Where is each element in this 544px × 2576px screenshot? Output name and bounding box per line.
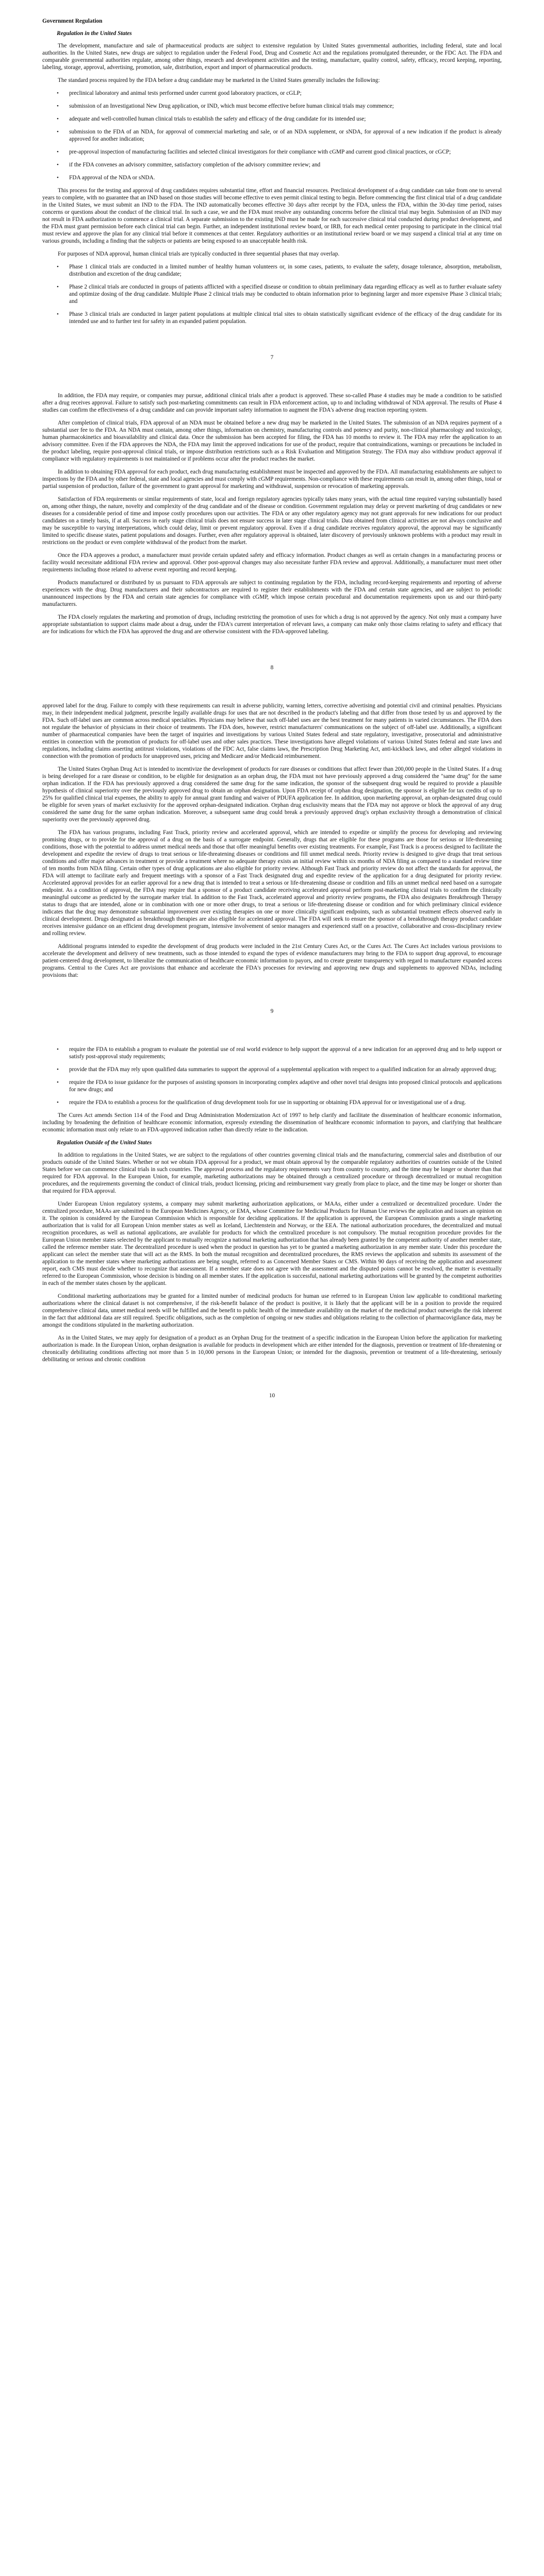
list-item	[57, 103, 502, 110]
paragraph: This process for the testing and approval of drug candidates requires substantial time, effort and financial resources. Preclinical development of a drug candidate can take from one to several years to complete, with no guarantee that an IND based on those studies will become effective to even permit clinical testing to begin. Before commencing the first clinical trial of a drug candidate in the United States, we must submit an IND to the FDA. The IND automatically becomes effective 30 days after receipt by the FDA, unless the FDA, within the 30-day time period, raises concerns or questions about the conduct of the clinical trial. In such a case, we and the FDA must resolve any outstanding concerns before the clinical trial may begin. Submission of an IND may not result in FDA authorization to commence a clinical trial. A separate submission to the existing IND must be made for each successive clinical trial conducted during product development, and the FDA must grant permission before each clinical trial can begin. Further, an independent institutional review board, or IRB, for each medical center proposing to participate in the clinical trial must review and approve the plan for any clinical trial before it commences at that center. Regulatory authorities or an institutional review board or we may suspend a clinical trial at any time on various grounds, including a finding that the subjects or patients are being exposed to an unacceptable health risk.	[42, 188, 502, 244]
list-item-text: if the FDA convenes an advisory committee, satisfactory completion of the advisory committee review; and	[69, 162, 321, 168]
bullet-icon: •	[57, 162, 59, 168]
list-item-text: FDA approval of the NDA or sNDA.	[69, 175, 155, 181]
bullet-icon: •	[57, 1099, 59, 1106]
bullet-icon: •	[57, 1046, 59, 1053]
paragraph: Satisfaction of FDA requirements or similar requirements of state, local and foreign regulatory agencies typically takes many years, with the actual time required varying substantially based on, among other things, the nature, novelty and complexity of the drug candidate and of the disease or condition. Government regulation may delay or prevent marketing of drug candidates or new diseases for a considerable period of time and impose costly procedures upon our activities. The FDA or any other regulatory agency may not grant approvals for new indications for our product candidates on a timely basis, if at all. Success in early stage clinical trials does not ensure success in later stage clinical trials. Data obtained from clinical activities are not always conclusive and may be susceptible to varying interpretations, which could delay, limit or prevent regulatory approval. Even if a drug candidate receives regulatory approval, the approval may be significantly limited to specific disease states, patient populations and dosages. Further, even after regulatory approval is obtained, later discovery of previously unknown problems with a product may result in restrictions on the product or even complete withdrawal of the product from the market.	[42, 496, 502, 546]
subsection-heading-outside-us: Regulation Outside of the United States	[57, 1140, 152, 1146]
paragraph: The Cures Act amends Section 114 of the Food and Drug Administration Modernization Act of 1997 to help clarify and facilitate the dissemination of healthcare economic information, including by broadening the definition of healthcare economic information, expressly extending the dissemination of healthcare economic information to payors, and clarifying that healthcare economic information must only relate to an FDA-approved indication rather than directly relate to the indication.	[42, 1112, 502, 1133]
list-item	[57, 161, 502, 168]
list-item-text: require the FDA to establish a program to evaluate the potential use of real world evidence to help support the approval of a new indication for an approved drug and to help support or satisfy post-approval study requirements;	[69, 1046, 502, 1060]
list-item-text: require the FDA to issue guidance for the purposes of assisting sponsors in incorporating complex adaptive and other novel trial designs into proposed clinical protocols and applications for new drugs; and	[69, 1079, 502, 1093]
paragraph: The development, manufacture and sale of pharmaceutical products are subject to extensive regulation by United States governmental authorities, including federal, state and local authorities. In the United States, new drugs are subject to regulation under the Federal Food, Drug and Cosmetic Act and the regulations promulgated thereunder, or the FDC Act. The FDA and comparable governmental authorities regulate, among other things, research and development activities and the testing, manufacture, quality control, safety, efficacy, record keeping, reporting, labeling, storage, approval, advertising, promotion, sale, distribution, export and import of pharmaceutical products.	[42, 43, 502, 71]
page-number: 8	[270, 665, 274, 671]
list-item	[57, 1099, 502, 1106]
list-item	[57, 174, 502, 181]
bullet-list-clinical-phases	[42, 263, 502, 325]
subsection-heading-us: Regulation in the United States	[57, 30, 132, 37]
list-item	[57, 1046, 502, 1060]
list-item-text: pre-approval inspection of manufacturing facilities and selected clinical investigators for their compliance with cGMP and current good clinical practices, or cGCP;	[69, 149, 451, 155]
list-item	[57, 1066, 502, 1073]
paragraph: The United States Orphan Drug Act is intended to incentivize the development of products for rare diseases or conditions that affect fewer than 200,000 people in the United States. If a drug is being developed for a rare disease or condition, to be eligible for designation as an orphan drug, the FDA must not have previously approved a drug considered the "same drug" for the same orphan indication. If the FDA has previously approved a drug considered the same drug for the same indication, the sponsor of the subsequent drug would be required to provide a plausible hypothesis of clinical superiority over the previously approved drug to obtain an orphan designation. Upon FDA receipt of orphan drug designation, the sponsor is eligible for tax credits of up to 25% for qualified clinical trial expenses, the ability to apply for annual grant funding and waiver of PDUFA application fee. In addition, upon marketing approval, an orphan-designated drug could be eligible for seven years of market exclusivity for the approved orphan-designated indication. Orphan drug exclusivity means that the FDA may not approve or block the approval of any drug considered the same drug for the same orphan indication. Moreover, a subsequent same drug could break a previously approved drug's orphan exclusivity through a demonstration of clinical superiority over the previously approved drug.	[42, 766, 502, 823]
paragraph: Under European Union regulatory systems, a company may submit marketing authorization applications, or MAAs, either under a centralized or decentralized procedure. Under the centralized procedure, MAAs are submitted to the European Medicines Agency, or EMA, whose Committee for Medicinal Products for Human Use reviews the application and issues an opinion on it. The opinion is considered by the European Commission which is responsible for deciding applications. If the application is approved, the European Commission grants a single marketing authorization that is valid for all European Union member states as well as Iceland, Liechtenstein and Norway, or the EEA. The national authorization procedures, the decentralized and mutual recognition procedures, as well as national applications, are available for products for which the centralized procedure is not compulsory. The mutual recognition procedure provides for the European Union member states selected by the applicant to mutually recognize a national marketing authorization that has already been granted by the competent authority of another member state, called the reference member state. The decentralized procedure is used when the product in question has yet to be granted a marketing authorization in any member state. Under this procedure the applicant can select the member state that will act as the RMS. In both the mutual recognition and decentralized procedures, the RMS reviews the application and submits its assessment of the application to the member states where marketing authorizations are being sought, referred to as Concerned Member States or CMS. Within 90 days of receiving the application and assessment report, each CMS must decide whether to recognize that assessment. If a member state does not agree with the assessment and the disputed points cannot be resolved, the matter is eventually referred to the European Commission, whose decision is binding on all member states. If the application is successful, national marketing authorizations will be granted by the competent authorities in each of the member states chosen by the applicant.	[42, 1201, 502, 1286]
bullet-icon: •	[57, 264, 59, 270]
paragraph: The standard process required by the FDA before a drug candidate may be marketed in the United States generally includes the following:	[58, 77, 380, 83]
list-item-text: preclinical laboratory and animal tests performed under current good laboratory practices, or cGLP;	[69, 90, 302, 96]
bullet-icon: •	[57, 149, 59, 155]
bullet-icon: •	[57, 129, 59, 135]
list-item-text: submission to the FDA of an NDA, for approval of commercial marketing and sale, or of an NDA supplement, or sNDA, for approval of a new indication if the product is already approved for another indication;	[69, 129, 502, 142]
list-item	[57, 90, 502, 97]
paragraph: For purposes of NDA approval, human clinical trials are typically conducted in three sequential phases that may overlap.	[58, 251, 340, 257]
list-item-text: adequate and well-controlled human clinical trials to establish the safety and efficacy of the drug candidate for its intended use;	[69, 116, 366, 122]
bullet-icon: •	[57, 1079, 59, 1086]
list-item	[57, 263, 502, 278]
section-heading-government-regulation: Government Regulation	[42, 18, 103, 24]
list-item	[57, 1079, 502, 1093]
bullet-icon: •	[57, 175, 59, 181]
paragraph: In addition to obtaining FDA approval for each product, each drug manufacturing establishment must be inspected and approved by the FDA. All manufacturing establishments are subject to inspections by the FDA and by other federal, state and local agencies and must comply with cGMP requirements. Non-compliance with these requirements can result in, among other things, total or partial suspension of production, failure of the government to grant approval for marketing and withdrawal, suspension or revocation of marketing approvals.	[42, 469, 502, 489]
page-number: 10	[269, 1393, 275, 1399]
list-item-text: Phase 2 clinical trials are conducted in groups of patients afflicted with a specified disease or condition to obtain preliminary data regarding efficacy as well as to further evaluate safety and optimize dosing of the drug candidate. Multiple Phase 2 clinical trials may be conducted to obtain information prior to beginning larger and more expensive Phase 3 clinical trials; and	[69, 284, 502, 304]
list-item	[57, 128, 502, 143]
paragraph: After completion of clinical trials, FDA approval of an NDA must be obtained before a new drug may be marketed in the United States. The submission of an NDA requires payment of a substantial user fee to the FDA. An NDA must contain, among other things, information on chemistry, manufacturing controls and potency and purity, non-clinical pharmacology and toxicology, human pharmacokinetics and bioavailability and clinical data. Once the submission has been accepted for filing, the FDA has 10 months to review it. The FDA may refer the application to an advisory committee. Even if the FDA approves the NDA, the FDA may limit the approved indications for use of the product, require that contraindications, warnings or precautions be included in the product labeling, require post-approval clinical trials, or impose distribution restrictions such as a Risk Evaluation and Mitigation Strategy. The FDA may also withdraw product approval if compliance with regulatory requirements is not maintained or if problems occur after the product reaches the market.	[42, 420, 502, 462]
list-item	[57, 115, 502, 123]
list-item-text: Phase 3 clinical trials are conducted in larger patient populations at multiple clinical trial sites to obtain statistically significant evidence of the efficacy of the drug candidate for its intended use and to further test for safety in an expanded patient population.	[69, 311, 502, 325]
paragraph: The FDA closely regulates the marketing and promotion of drugs, including restricting the promotion of uses for which a drug is not approved by the agency. Not only must a company have appropriate substantiation to support claims made about a drug, under the FDA's current interpretation of relevant laws, a company can make only those claims relating to safety and efficacy that are for indications for which the FDA has approved the drug and are otherwise consistent with the FDA-approved labeling.	[42, 614, 502, 635]
paragraph: approved label for the drug. Failure to comply with these requirements can result in adverse publicity, warning letters, corrective advertising and potential civil and criminal penalties. Physicians may, in their independent medical judgment, prescribe legally available drugs for uses that are not described in the product's labeling and that differ from those tested by us and approved by the FDA. Such off-label uses are common across medical specialties. Physicians may believe that such off-label uses are the best treatment for many patients in varied circumstances. The FDA does not regulate the behavior of physicians in their choice of treatments. The FDA does, however, restrict manufacturers' communications on the subject of off-label use. Additionally, a significant number of pharmaceutical companies have been the target of inquiries and investigations by various United States federal and state regulatory, investigative, prosecutorial and administrative entities in connection with the promotion of products for off-label uses and other sales practices. These investigations have alleged violations of various United States federal and state laws and regulations, including claims asserting antitrust violations, violations of the FDC Act, false claims laws, the Prescription Drug Marketing Act, anti-kickback laws, and other alleged violations in connection with the promotion of products for unapproved uses, pricing and Medicare and/or Medicaid reimbursement.	[42, 703, 502, 759]
page-number: 9	[270, 1008, 274, 1014]
bullet-list-approval-process	[42, 90, 502, 181]
list-item-text: require the FDA to establish a process for the qualification of drug development tools for use in supporting or obtaining FDA approval for or investigational use of a drug.	[69, 1099, 466, 1106]
paragraph: Conditional marketing authorizations may be granted for a limited number of medicinal products for human use referred to in European Union law applicable to conditional marketing authorizations where the clinical dataset is not comprehensive, if the risk-benefit balance of the product is positive, it is likely that the applicant will be in a position to provide the required comprehensive clinical data, unmet medical needs will be fulfilled and the benefit to public health of the immediate availability on the market of the medicinal product outweighs the risk inherent in the fact that additional data are still required. Specific obligations, such as the completion of ongoing or new studies and obligations relating to the collection of pharmacovigilance data, may be amongst the conditions stipulated in the marketing authorization.	[42, 1293, 502, 1328]
bullet-icon: •	[57, 1066, 59, 1073]
paragraph: As in the United States, we may apply for designation of a product as an Orphan Drug for the treatment of a specific indication in the European Union before the application for marketing authorization is made. In the European Union, orphan designation is available for products in development which are either intended for the diagnosis, prevention or treatment of life-threatening or chronically debilitating conditions affecting not more than 5 in 10,000 persons in the European Union; or intended for the diagnosis, prevention or treatment of a life-threatening, seriously debilitating or serious and chronic condition	[42, 1335, 502, 1363]
list-item-text: submission of an Investigational New Drug application, or IND, which must become effective before human clinical trials may commence;	[69, 103, 394, 109]
paragraph: The FDA has various programs, including Fast Track, priority review and accelerated approval, which are intended to expedite or simplify the process for developing and reviewing promising drugs, or to provide for the approval of a drug on the basis of a surrogate endpoint. Generally, drugs that are eligible for these programs are those for serious or life-threatening conditions, those with the potential to address unmet medical needs and those that offer meaningful benefits over existing treatments. For example, Fast Track is a process designed to facilitate the development and expedite the review of drugs to treat serious or life-threatening diseases or conditions and fill unmet medical needs. Priority review is designed to give drugs that treat serious conditions and offer major advances in treatment or provide a treatment where no adequate therapy exists an initial review within six months of NDA filing as compared to a standard review time of ten months from NDA filing. Certain other types of drug applications are also eligible for priority review. Although Fast Track and priority review do not affect the standards for approval, the FDA will attempt to facilitate early and frequent meetings with a sponsor of a Fast Track designated drug and expedite review of the application for a drug designated for priority review. Accelerated approval provides for an earlier approval for a new drug that is intended to treat a serious or life-threatening disease or condition and fills an unmet medical need based on a surrogate endpoint. As a condition of approval, the FDA may require that a sponsor of a product candidate receiving accelerated approval perform post-marketing clinical trials to confirm the clinically meaningful outcome as predicted by the surrogate marker trial. In addition to the Fast Track, accelerated approval and priority review programs, the FDA also designates Breakthrough Therapy status to drugs that are intended, alone or in combination with one or more other drugs, to treat a serious or life-threatening disease or condition and for which preliminary clinical evidence indicates that the drug may demonstrate substantial improvement over existing therapies on one or more clinically significant endpoints, such as substantial treatment effects observed early in clinical development. Drugs designated as breakthrough therapies are also eligible for accelerated approval. The FDA will seek to ensure the sponsor of a breakthrough therapy product candidate receives intensive guidance on an efficient drug development program, intensive involvement of senior managers and experienced staff on a proactive, collaborative and cross-disciplinary review and rolling review.	[42, 829, 502, 937]
bullet-icon: •	[57, 90, 59, 96]
paragraph: Once the FDA approves a product, a manufacturer must provide certain updated safety and efficacy information. Product changes as well as certain changes in a manufacturing process or facility would necessitate additional FDA review and approval. Other post-approval changes may also necessitate further FDA review and approval. Additionally, a manufacturer must meet other requirements including those related to adverse event reporting and record keeping.	[42, 552, 502, 573]
bullet-icon: •	[57, 116, 59, 122]
list-item	[57, 311, 502, 325]
bullet-icon: •	[57, 103, 59, 109]
bullet-icon: •	[57, 311, 59, 317]
paragraph: Products manufactured or distributed by us pursuant to FDA approvals are subject to continuing regulation by the FDA, including record-keeping requirements and reporting of adverse experiences with the drug. Drug manufacturers and their subcontractors are required to register their establishments with the FDA and certain state agencies, and are subject to periodic unannounced inspections by the FDA and certain state agencies for compliance with cGMP, which impose certain procedural and documentation requirements upon us and our third-party manufacturers.	[42, 580, 502, 607]
list-item-text: Phase 1 clinical trials are conducted in a limited number of healthy human volunteers or, in some cases, patients, to evaluate the safety, dosage tolerance, absorption, metabolism, distribution and excretion of the drug candidate;	[69, 264, 502, 277]
paragraph: In addition, the FDA may require, or companies may pursue, additional clinical trials after a product is approved. These so-called Phase 4 studies may be made a condition to be satisfied after a drug receives approval. Failure to satisfy such post-marketing commitments can result in FDA enforcement action, up to and including withdrawal of NDA approval. The results of Phase 4 studies can confirm the effectiveness of a drug candidate and can provide important safety information to augment the FDA's adverse drug reaction reporting system.	[42, 393, 502, 413]
paragraph: Additional programs intended to expedite the development of drug products were included in the 21st Century Cures Act, or the Cures Act. The Cures Act includes various provisions to accelerate the development and delivery of new treatments, such as those intended to expand the types of evidence manufacturers may bring to the FDA to support drug approval, to encourage patient-centered drug development, to liberalize the communication of healthcare economic information to payors, and to create greater transparency with regard to manufacturer expanded access programs. Central to the Cures Act are provisions that enhance and accelerate the FDA's processes for reviewing and approving new drugs and supplements to approved NDAs, including provisions that:	[42, 943, 502, 978]
list-item	[57, 283, 502, 305]
page-number: 7	[270, 354, 274, 361]
list-item	[57, 148, 502, 156]
list-item-text: provide that the FDA may rely upon qualified data summaries to support the approval of a supplemental application with respect to a qualified indication for an already approved drug;	[69, 1066, 497, 1073]
bullet-list-cures-act	[42, 1046, 502, 1106]
paragraph: In addition to regulations in the United States, we are subject to the regulations of other countries governing clinical trials and the manufacturing, commercial sales and distribution of our products outside of the United States. Whether or not we obtain FDA approval for a product, we must obtain approval by the comparable regulatory authorities of countries outside of the United States before we can commence clinical trials in such countries. The approval process and the regulatory requirements vary from country to country, and the time may be longer or shorter than that required for FDA approval. In the European Union, for example, marketing authorizations may be obtained through a centralized procedure or through decentralized or mutual recognition procedures, and the requirements governing the conduct of clinical trials, product licensing, pricing and reimbursement vary greatly from place to place, and the time may be longer or shorter than that required for FDA approval.	[42, 1152, 502, 1194]
bullet-icon: •	[57, 284, 59, 290]
